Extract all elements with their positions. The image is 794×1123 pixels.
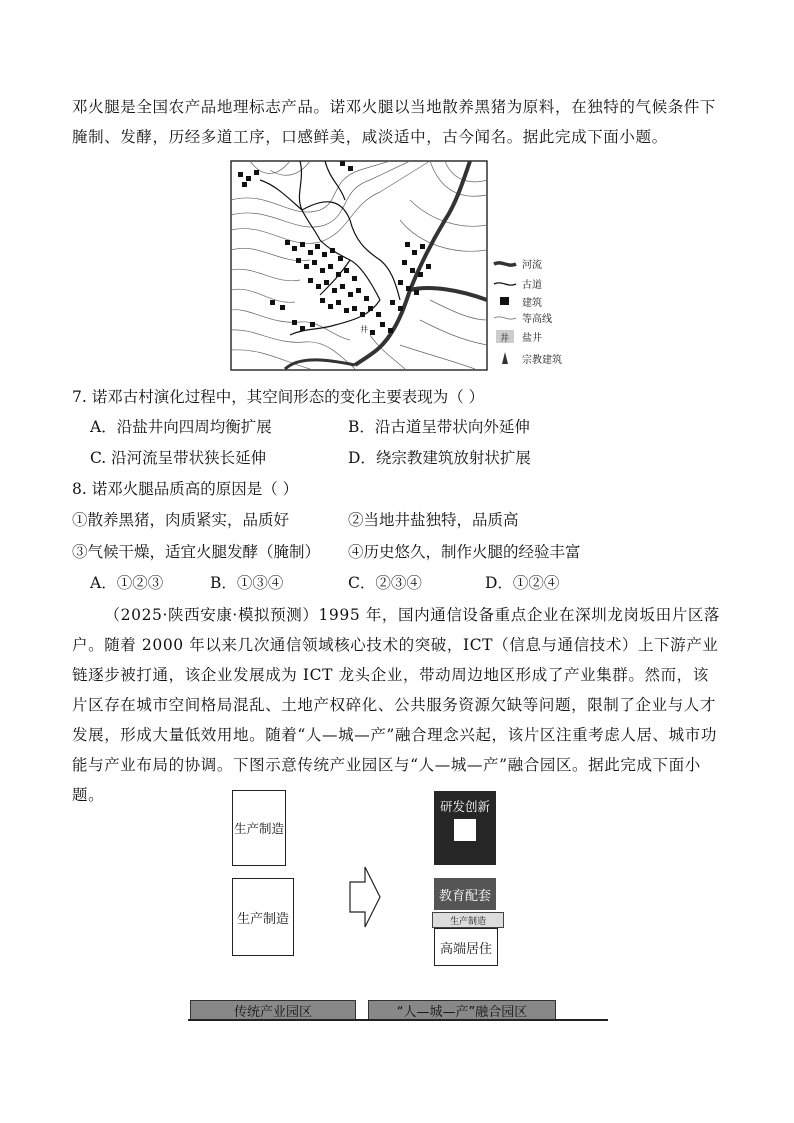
q7-option-a[interactable]: A．沿盐井向四周均衡扩展 bbox=[90, 418, 272, 436]
traditional-park-label bbox=[190, 1000, 356, 1020]
rd-box-label: 研发创新 bbox=[439, 799, 490, 814]
village-map bbox=[230, 160, 570, 372]
svg-text:等高线: 等高线 bbox=[522, 314, 552, 325]
well-symbol-map: 井 bbox=[360, 325, 368, 334]
left-bottom-box-label: 生产制造 bbox=[236, 911, 289, 927]
fusion-park-text: “人—城—产”融合园区 bbox=[396, 1004, 528, 1020]
q7-stem: 7. 诺邓古村演化过程中，其空间形态的变化主要表现为（ ） bbox=[72, 388, 485, 406]
rd-window bbox=[454, 819, 476, 841]
svg-text:井: 井 bbox=[500, 334, 510, 344]
svg-text:河流: 河流 bbox=[522, 260, 542, 271]
traditional-park-text: 传统产业园区 bbox=[233, 1004, 312, 1020]
q8-statement-4: ④历史悠久，制作火腿的经验丰富 bbox=[348, 543, 581, 561]
edu-box-label: 教育配套 bbox=[438, 888, 491, 904]
prod-box-label: 生产制造 bbox=[449, 916, 486, 927]
prod-box bbox=[432, 912, 504, 928]
svg-text:古道: 古道 bbox=[522, 280, 542, 291]
edu-box bbox=[434, 878, 496, 910]
q7-option-c[interactable]: C. 沿河流呈带状狭长延伸 bbox=[90, 449, 267, 467]
passage-2: （2025·陕西安康·模拟预测）1995 年，国内通信设备重点企业在深圳龙岗坂田片区落户。随着 2000 年以来几次通信领域核心技术的突破，ICT（信息与通信技术）上下游产业链逐步被打通，该企业发展成为 ICT 龙头企业，带动周边地区形成了产业集群。然而，该片区存在城市空间格局混乱、土地产权碎化、公共服务资源欠缺等问题，限制了企业与人才发展，形成大量低效用地。随着“人—城—产”融合理念兴起，该片区注重考虑人居、城市功能与产业布局的协调。下图示意传统产业园区与“人—城—产”融合园区。据此完成下面小题。 bbox=[72, 606, 721, 804]
res-box-label: 高端居住 bbox=[439, 941, 492, 957]
q8-option-a[interactable]: A．①②③ bbox=[90, 574, 164, 592]
fusion-park-label bbox=[368, 1000, 556, 1020]
svg-text:宗教建筑: 宗教建筑 bbox=[522, 355, 562, 366]
q7-option-b[interactable]: B．沿古道呈带状向外延伸 bbox=[348, 418, 530, 436]
q8-statement-2: ②当地井盐独特，品质高 bbox=[348, 511, 519, 529]
left-bottom-box bbox=[232, 878, 294, 956]
q8-option-b[interactable]: B．①③④ bbox=[210, 574, 284, 592]
left-top-box-label: 生产制造 bbox=[233, 821, 284, 836]
q8-stem: 8. 诺邓火腿品质高的原因是（ ） bbox=[72, 480, 299, 498]
svg-text:盐井: 盐井 bbox=[522, 333, 542, 344]
q8-option-c[interactable]: C．②③④ bbox=[348, 574, 422, 592]
q8-statement-3: ③气候干燥，适宜火腿发酵（腌制） bbox=[72, 543, 321, 561]
res-box bbox=[434, 928, 498, 966]
right-arrow-icon bbox=[349, 866, 381, 928]
intro-paragraph: 邓火腿是全国农产品地理标志产品。诺邓火腿以当地散养黑猪为原料，在独特的气候条件下腌制、发酵，历经多道工序，口感鲜美，咸淡适中，古今闻名。据此完成下面小题。 bbox=[72, 98, 717, 146]
q8-statement-1: ①散养黑猪，肉质紧实，品质好 bbox=[72, 511, 290, 529]
ground-line bbox=[188, 1019, 608, 1021]
q8-option-d[interactable]: D．①②④ bbox=[485, 574, 560, 592]
map-legend bbox=[494, 258, 562, 366]
q7-option-d[interactable]: D．绕宗教建筑放射状扩展 bbox=[348, 449, 531, 467]
svg-text:建筑: 建筑 bbox=[522, 298, 542, 309]
